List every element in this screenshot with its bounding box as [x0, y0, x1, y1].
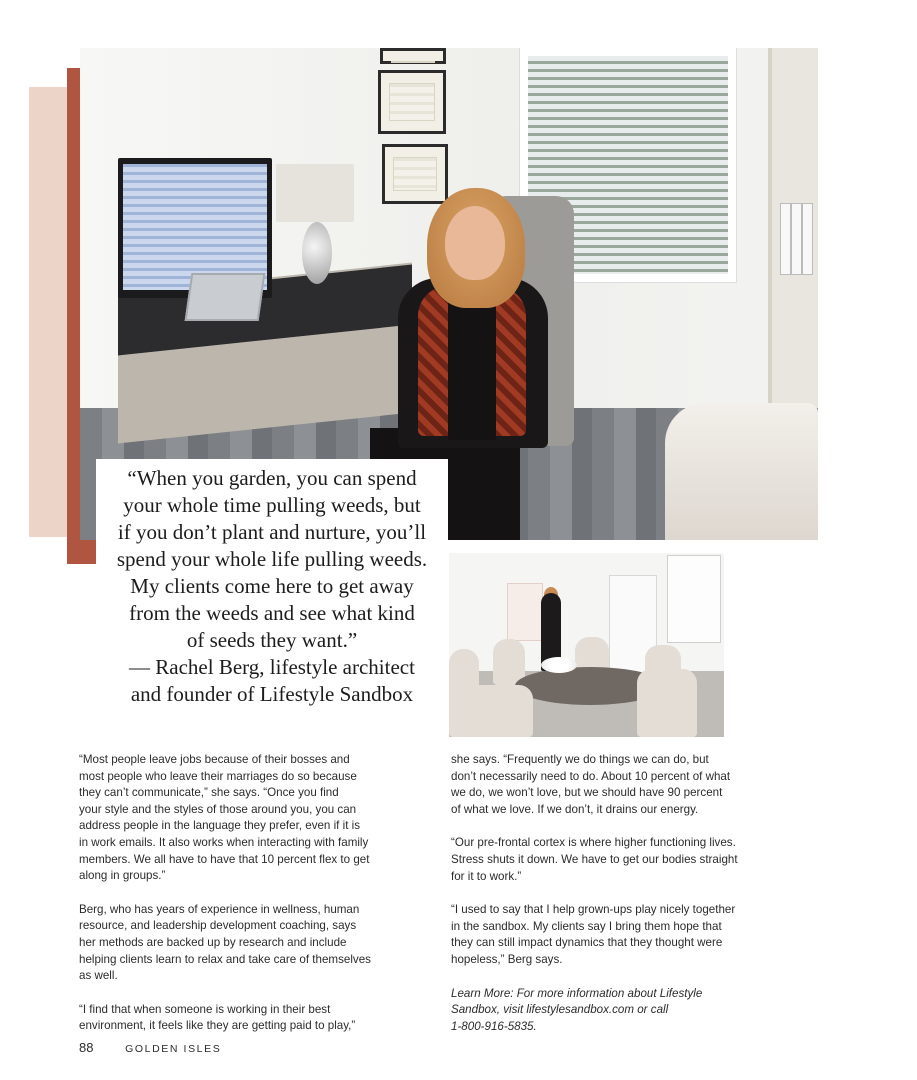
text-line: “Most people leave jobs because of their bosses and — [79, 753, 350, 766]
armchair — [665, 403, 818, 540]
pull-quote-line: of seeds they want.” — [186, 628, 358, 652]
pull-quote-line: “When you garden, you can spend — [127, 466, 417, 490]
article-column-left — [79, 752, 429, 1052]
text-line: Stress shuts it down. We have to get our bodies straight — [451, 852, 738, 866]
pull-quote — [96, 465, 448, 708]
text-line: we do, we won’t love, but we should have 90 percent — [451, 786, 723, 800]
text-line: “I find that when someone is working in their best — [79, 1002, 331, 1016]
page-footer — [79, 1040, 221, 1055]
text-line: Learn More: For more information about Lifestyle — [451, 986, 703, 1000]
whiteboard — [667, 555, 721, 643]
text-line: your style and the styles of those around you, you can — [79, 802, 357, 816]
paragraph — [79, 902, 429, 985]
text-line: of what we love. If we don’t, it drains our energy. — [451, 802, 699, 816]
text-line: as well. — [79, 969, 118, 983]
person-face — [445, 206, 505, 280]
framed-certificate — [378, 70, 446, 134]
page-number: 88 — [79, 1040, 94, 1055]
text-line: environment, it feels like they are getting paid to play,” — [79, 1019, 356, 1033]
publication-name: GOLDEN ISLES — [125, 1043, 222, 1055]
paragraph — [79, 1002, 429, 1035]
pull-quote-box — [96, 459, 448, 719]
laptop — [185, 273, 266, 321]
text-line: don’t necessarily need to do. About 10 percent of what — [451, 769, 731, 783]
paragraph — [79, 752, 429, 885]
text-line: in work emails. It also works when interacting with family — [79, 835, 369, 849]
meeting-room-photo — [449, 553, 724, 737]
pull-quote-line: My clients come here to get away — [130, 574, 414, 598]
paragraph — [451, 902, 801, 968]
dining-chair — [637, 669, 697, 737]
bookshelf — [768, 48, 818, 408]
text-line: they can’t communicate,” she says. “Once you find — [79, 786, 339, 800]
text-line: along in groups.” — [79, 869, 166, 883]
text-line: members. We all have to have that 10 percent flex to get — [79, 852, 370, 866]
article-column-right — [451, 752, 801, 1052]
text-line: she says. “Frequently we do things we can do, but — [451, 753, 709, 766]
text-line: “Our pre-frontal cortex is where higher functioning lives. — [451, 836, 736, 850]
text-line: her methods are backed up by research and include — [79, 935, 347, 949]
paragraph — [451, 835, 801, 885]
text-line: hopeless,” Berg says. — [451, 952, 563, 966]
text-line: most people who leave their marriages do so because — [79, 769, 357, 783]
dining-chair — [463, 685, 533, 737]
text-line: Berg, who has years of experience in wellness, human — [79, 902, 360, 916]
paragraph — [451, 752, 801, 818]
flower-centerpiece — [541, 657, 577, 673]
framed-certificate — [380, 48, 446, 64]
text-line: for it to work.” — [451, 869, 522, 883]
text-line: address people in the language they prefer, even if it is — [79, 819, 361, 833]
text-line: helping clients learn to relax and take care of themselves — [79, 952, 371, 966]
wall-sign — [507, 583, 543, 641]
framed-certificate — [382, 144, 448, 204]
text-line: Sandbox, visit lifestylesandbox.com or call — [451, 1003, 669, 1017]
lamp-base — [302, 222, 332, 284]
text-line: they can still impact dynamics that they thought were — [451, 936, 723, 950]
learn-more-paragraph — [451, 986, 801, 1036]
text-line: resource, and leadership development coaching, says — [79, 919, 357, 933]
pull-quote-line: your whole time pulling weeds, but — [123, 493, 421, 517]
lamp-shade — [276, 164, 354, 222]
text-line: in the sandbox. My clients say I bring them hope that — [451, 919, 722, 933]
person-shirt — [448, 290, 496, 440]
pull-quote-attribution: and founder of Lifestyle Sandbox — [130, 682, 414, 706]
text-line: “I used to say that I help grown-ups play nicely together — [451, 903, 736, 917]
pull-quote-attribution: — Rachel Berg, lifestyle architect — [129, 655, 415, 679]
pull-quote-line: if you don’t plant and nurture, you’ll — [117, 520, 427, 544]
pull-quote-line: from the weeds and see what kind — [129, 601, 415, 625]
pull-quote-line: spend your whole life pulling weeds. — [116, 547, 428, 571]
text-line: 1-800-916-5835. — [451, 1019, 537, 1033]
